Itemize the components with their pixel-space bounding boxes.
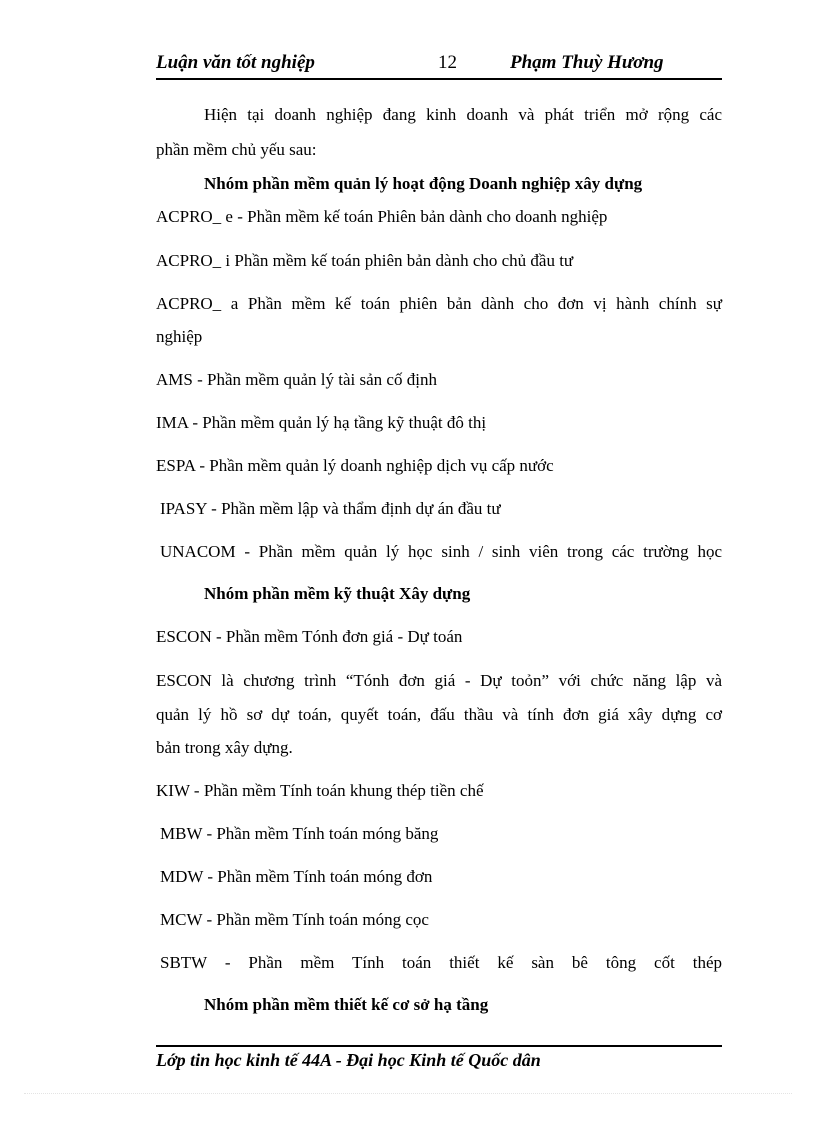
list-item-mbw: MBW - Phần mềm Tính toán móng băng [160, 824, 439, 843]
header-thesis-title: Luận văn tốt nghiệp [156, 52, 315, 73]
list-item-acpro-a-line-2: nghiệp [156, 327, 203, 346]
group-heading-business: Nhóm phần mềm quản lý hoạt động Doanh nghiệp xây dựng [204, 174, 643, 193]
group-heading-construction: Nhóm phần mềm kỹ thuật Xây dựng [204, 584, 471, 603]
list-item-unacom: UNACOM - Phần mềm quản lý học sinh / sinh viên trong các trường học [160, 542, 722, 561]
page-number: 12 [438, 52, 457, 73]
group-heading-infrastructure: Nhóm phần mềm thiết kế cơ sở hạ tầng [204, 995, 489, 1014]
header-author: Phạm Thuỳ Hương [510, 52, 664, 73]
page-bottom-edge [24, 1093, 792, 1094]
list-item-acpro-e: ACPRO_ e - Phần mềm kế toán Phiên bản dành cho doanh nghiệp [156, 207, 608, 226]
list-item-ima: IMA - Phần mềm quản lý hạ tầng kỹ thuật đô thị [156, 413, 487, 432]
list-item-espa: ESPA - Phần mềm quản lý doanh nghiệp dịch vụ cấp nước [156, 456, 554, 475]
intro-line-1: Hiện tại doanh nghiệp đang kinh doanh và phát triển mở rộng các [204, 105, 722, 124]
list-item-mdw: MDW - Phần mềm Tính toán móng đơn [160, 867, 433, 886]
list-item-acpro-a-line-1: ACPRO_ a Phần mềm kế toán phiên bản dành cho đơn vị hành chính sự [156, 294, 722, 313]
list-item-escon: ESCON - Phần mềm Tónh đơn giá - Dự toán [156, 627, 463, 646]
escon-description-line-3: bản trong xây dựng. [156, 738, 293, 757]
list-item-acpro-i: ACPRO_ i Phần mềm kế toán phiên bản dành cho chủ đầu tư [156, 251, 574, 270]
list-item-ipasy: IPASY - Phần mềm lập và thẩm định dự án đầu tư [160, 499, 501, 518]
page-footer: Lớp tin học kinh tế 44A - Đại học Kinh tế Quốc dân [156, 1050, 541, 1070]
list-item-kiw: KIW - Phần mềm Tính toán khung thép tiền chế [156, 781, 484, 800]
list-item-ams: AMS - Phần mềm quản lý tài sản cố định [156, 370, 437, 389]
footer-divider [156, 1045, 722, 1047]
list-item-mcw: MCW - Phần mềm Tính toán móng cọc [160, 910, 429, 929]
escon-description-line-2: quản lý hồ sơ dự toán, quyết toán, đấu thầu và tính đơn giá xây dựng cơ [156, 705, 722, 724]
list-item-sbtw: SBTW - Phần mềm Tính toán thiết kế sàn bê tông cốt thép [160, 953, 722, 972]
page-header [156, 52, 722, 80]
intro-line-2: phần mềm chủ yếu sau: [156, 140, 317, 159]
escon-description-line-1: ESCON là chương trình “Tónh đơn giá - Dự toỏn” với chức năng lập và [156, 671, 722, 690]
